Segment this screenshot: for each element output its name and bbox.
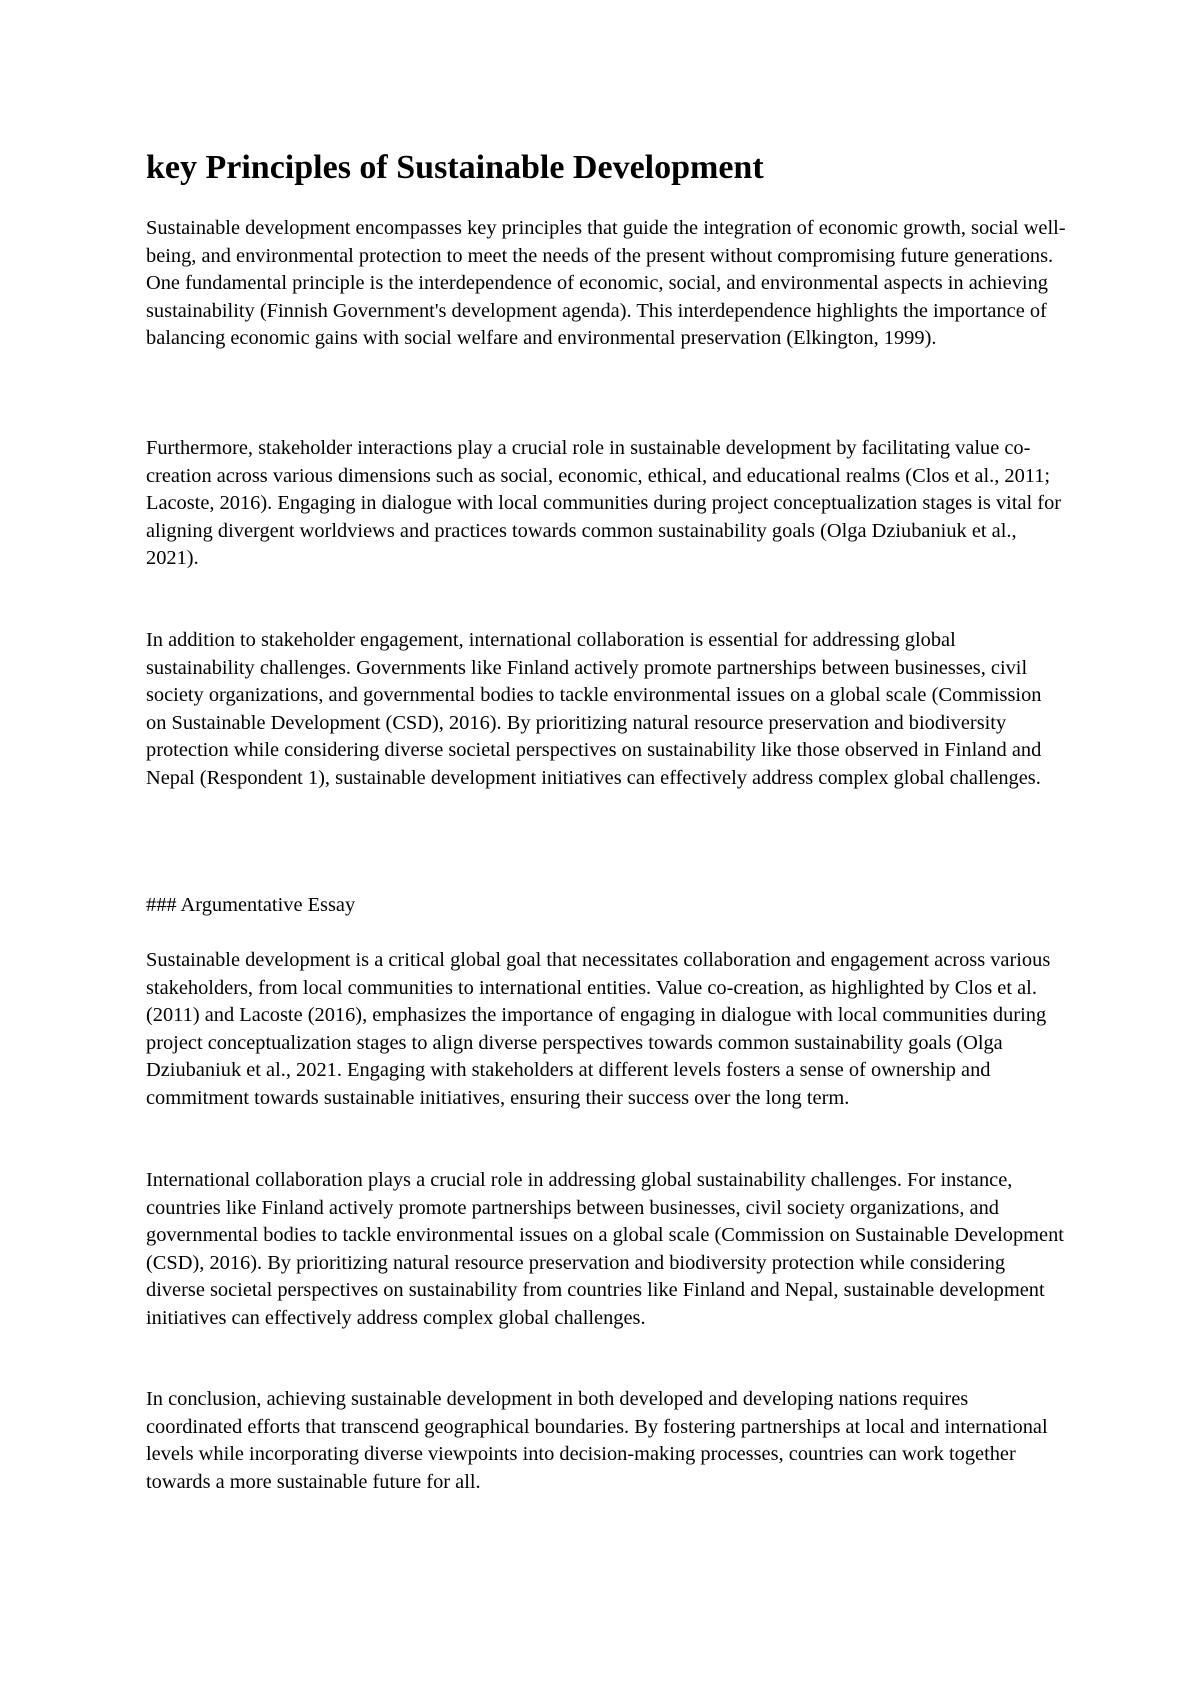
paragraph-essay-intro: Sustainable development is a critical global goal that necessitates collaboration and engagement across various stakeholders, from local communities to international entities. Value co-creation, as highlighted by Clos et al. (2011) and Lacoste (2016), emphasizes the importance of engaging in dialogue with local communities during project conceptualization stages to align diverse perspectives towards common sustainability goals (Olga Dziubaniuk et al., 2021. Engaging with stakeholders at different levels fosters a sense of ownership and commitment towards sustainable initiatives, ensuring their success over the long term.	[146, 949, 1051, 1109]
section-heading-argumentative-essay: ### Argumentative Essay	[146, 894, 356, 916]
paragraph-key-principles: Sustainable development encompasses key principles that guide the integration of economic growth, social well-being, and environmental protection to meet the needs of the present without compromising future generations. One fundamental principle is the interdependence of economic, social, and environmental aspects in achieving sustainability (Finnish Government's development agenda). This interdependence highlights the importance of balancing economic gains with social welfare and environmental preservation (Elkington, 1999).	[146, 217, 1066, 349]
paragraph-stakeholder-interactions: Furthermore, stakeholder interactions play a crucial role in sustainable development by facilitating value co-creation across various dimensions such as social, economic, ethical, and educational realms (Clos et al., 2011; Lacoste, 2016). Engaging in dialogue with local communities during project conceptualization stages is vital for aligning divergent worldviews and practices towards common sustainability goals (Olga Dziubaniuk et al., 2021).	[146, 437, 1062, 569]
document-title: key Principles of Sustainable Development	[146, 149, 764, 186]
paragraph-international-collaboration: In addition to stakeholder engagement, international collaboration is essential for addressing global sustainability challenges. Governments like Finland actively promote partnerships between businesses, civil society organizations, and governmental bodies to tackle environmental issues on a global scale (Commission on Sustainable Development (CSD), 2016). By prioritizing natural resource preservation and biodiversity protection while considering diverse societal perspectives on sustainability like those observed in Finland and Nepal (Respondent 1), sustainable development initiatives can effectively address complex global challenges.	[146, 629, 1042, 789]
document-body	[146, 148, 1066, 1493]
paragraph-conclusion: In conclusion, achieving sustainable development in both developed and developing nations requires coordinated efforts that transcend geographical boundaries. By fostering partnerships at local and international levels while incorporating diverse viewpoints into decision-making processes, countries can work together towards a more sustainable future for all.	[146, 1388, 1048, 1493]
paragraph-essay-collaboration: International collaboration plays a crucial role in addressing global sustainability challenges. For instance, countries like Finland actively promote partnerships between businesses, civil society organizations, and governmental bodies to tackle environmental issues on a global scale (Commission on Sustainable Development (CSD), 2016). By prioritizing natural resource preservation and biodiversity protection while considering diverse societal perspectives on sustainability from countries like Finland and Nepal, sustainable development initiatives can effectively address complex global challenges.	[146, 1169, 1064, 1329]
